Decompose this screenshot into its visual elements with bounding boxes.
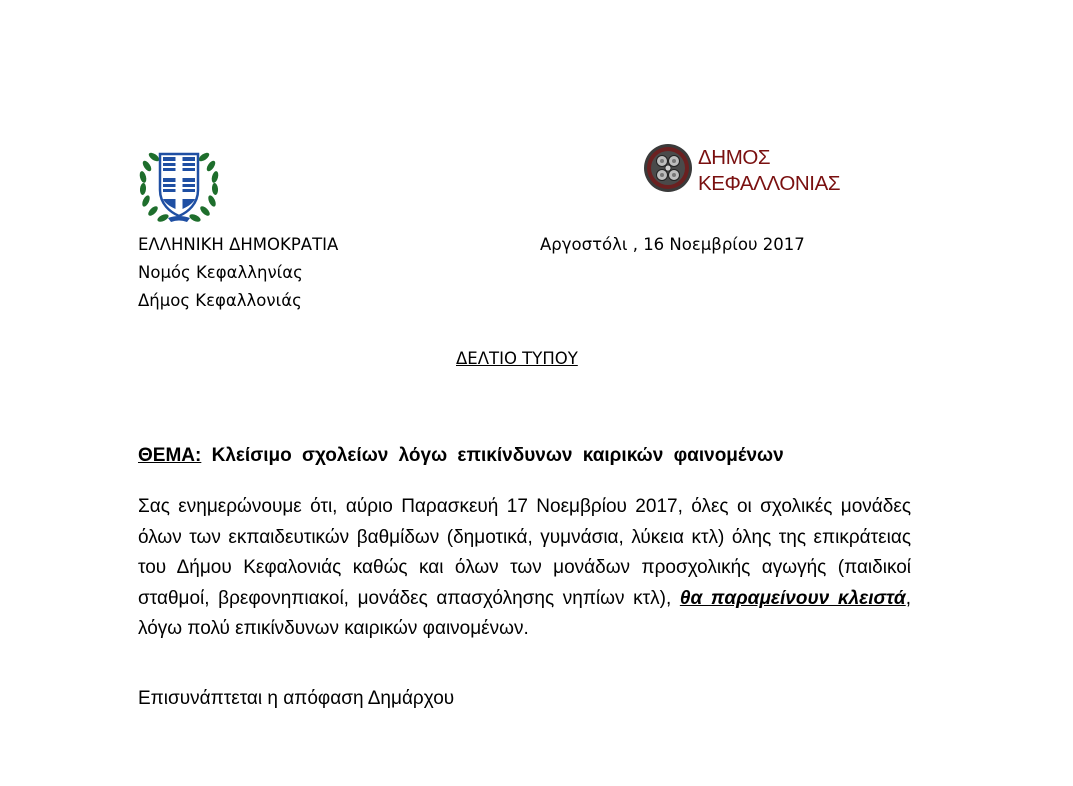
municipal-logo (643, 137, 841, 203)
subject-text: Κλείσιμο σχολείων λόγω επικίνδυνων καιρικών φαινομένων (211, 445, 784, 466)
municipal-logo-line2: ΚΕΦΑΛΛΟΝΙΑΣ (698, 172, 841, 195)
document-title: ΔΕΛΤΙΟ ΤΥΠΟΥ (456, 349, 578, 368)
subject-label: ΘΕΜΑ: (138, 445, 202, 466)
body-emphasis: θα παραμείνουν κλειστά (679, 587, 906, 609)
org-line-prefecture: Νομός Κεφαλληνίας (138, 263, 303, 282)
place-date: Αργοστόλι , 16 Νοεμβρίου 2017 (540, 235, 805, 254)
municipal-logo-line1: ΔΗΜΟΣ (698, 146, 771, 169)
subject-line (138, 446, 862, 465)
attachment-note: Επισυνάπτεται η απόφαση Δημάρχου (138, 688, 455, 709)
greek-coat-of-arms-icon (138, 146, 220, 224)
org-line-municipality: Δήμος Κεφαλλονιάς (138, 291, 302, 310)
body-text-part1: Σας ενημερώνουμε ότι, αύριο Παρασκευή 17 Νοεμβρίου 2017, όλες οι σχολικές μονάδες όλων των εκπαιδευτικών βαθμίδων (δημοτικά, γυμνάσια, λύκεια κτλ) όλης της επικράτειας του Δήμου Κεφαλονιάς καθώς και όλων των μονάδων προσχολικής αγωγής (παιδικοί σταθμοί, βρεφονηπιακοί, μονάδες απασχόλησης νηπίων κτλ), (138, 496, 911, 609)
org-line-republic: ΕΛΛΗΝΙΚΗ ΔΗΜΟΚΡΑΤΙΑ (138, 235, 339, 254)
municipality-seal-icon (643, 137, 693, 199)
body-paragraph (138, 492, 911, 645)
body-text-part2: , λόγω πολύ επικίνδυνων καιρικών φαινομένων. (138, 587, 911, 640)
